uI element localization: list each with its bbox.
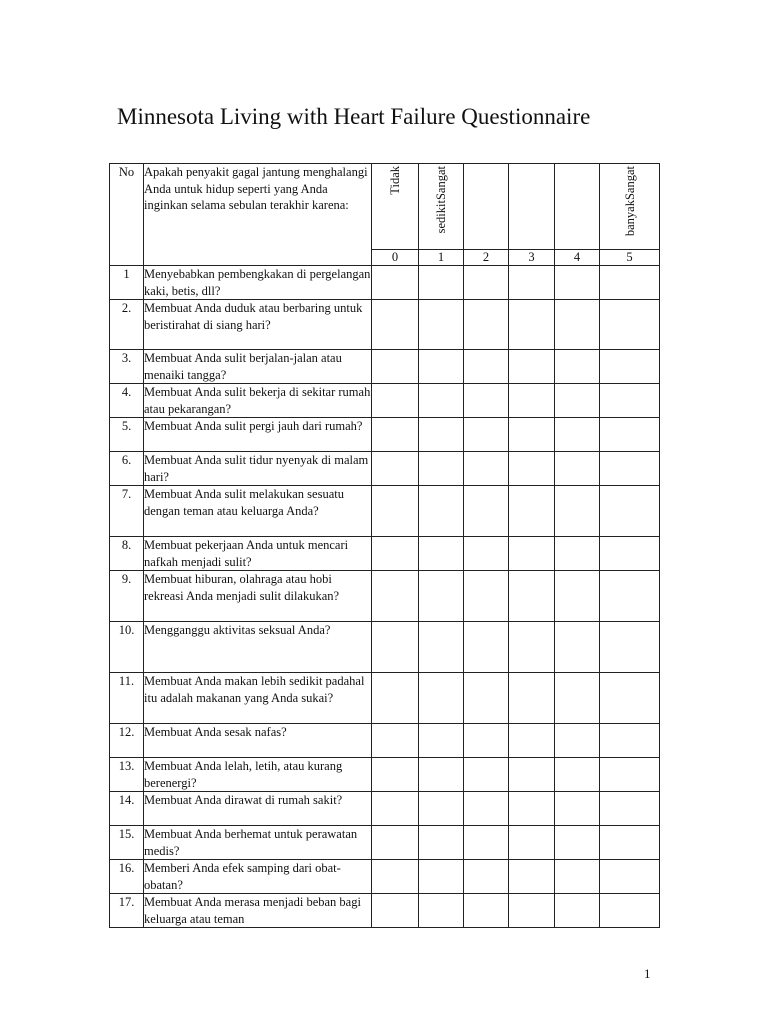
- answer-cell-5[interactable]: [600, 571, 660, 622]
- question-number: 3.: [110, 350, 144, 384]
- question-number: 14.: [110, 792, 144, 826]
- answer-cell-4[interactable]: [555, 673, 600, 724]
- answer-cell-2[interactable]: [464, 622, 509, 673]
- question-number: 12.: [110, 724, 144, 758]
- answer-cell-0[interactable]: [372, 486, 419, 537]
- answer-cell-4[interactable]: [555, 724, 600, 758]
- question-text: Membuat Anda berhemat untuk perawatan medis?: [144, 826, 372, 860]
- scale-value: 5: [600, 250, 660, 266]
- answer-cell-0[interactable]: [372, 266, 419, 300]
- answer-cell-5[interactable]: [600, 622, 660, 673]
- question-text: Membuat Anda duduk atau berbaring untuk beristirahat di siang hari?: [144, 300, 372, 350]
- answer-cell-0[interactable]: [372, 418, 419, 452]
- question-row: [110, 452, 660, 486]
- answer-cell-3[interactable]: [509, 826, 555, 860]
- answer-cell-1[interactable]: [419, 792, 464, 826]
- header-col-5: [600, 164, 660, 250]
- question-text: Membuat Anda dirawat di rumah sakit?: [144, 792, 372, 826]
- answer-cell-2[interactable]: [464, 537, 509, 571]
- answer-cell-5[interactable]: [600, 300, 660, 350]
- answer-cell-1[interactable]: [419, 826, 464, 860]
- answer-cell-4[interactable]: [555, 571, 600, 622]
- answer-cell-5[interactable]: [600, 724, 660, 758]
- header-col-label: Tidak: [387, 166, 402, 195]
- question-row: [110, 300, 660, 350]
- answer-cell-5[interactable]: [600, 350, 660, 384]
- answer-cell-1[interactable]: [419, 350, 464, 384]
- answer-cell-2[interactable]: [464, 266, 509, 300]
- answer-cell-5[interactable]: [600, 860, 660, 894]
- answer-cell-3[interactable]: [509, 758, 555, 792]
- answer-cell-0[interactable]: [372, 300, 419, 350]
- answer-cell-5[interactable]: [600, 266, 660, 300]
- answer-cell-0[interactable]: [372, 571, 419, 622]
- question-row: [110, 384, 660, 418]
- question-row: [110, 622, 660, 673]
- answer-cell-5[interactable]: [600, 894, 660, 928]
- answer-cell-0[interactable]: [372, 384, 419, 418]
- question-number: 15.: [110, 826, 144, 860]
- question-text: Membuat Anda makan lebih sedikit padahal itu adalah makanan yang Anda sukai?: [144, 673, 372, 724]
- questionnaire-table: [109, 163, 660, 928]
- answer-cell-3[interactable]: [509, 266, 555, 300]
- question-text: Menyebabkan pembengkakan di pergelangan kaki, betis, dll?: [144, 267, 371, 298]
- answer-cell-2[interactable]: [464, 300, 509, 350]
- question-text: Membuat Anda sulit bekerja di sekitar rumah atau pekarangan?: [144, 385, 371, 416]
- question-text: Mengganggu aktivitas seksual Anda?: [144, 622, 372, 673]
- answer-cell-0[interactable]: [372, 894, 419, 928]
- answer-cell-1[interactable]: [419, 758, 464, 792]
- answer-cell-1[interactable]: [419, 571, 464, 622]
- header-col-label: sedikitSangat: [433, 166, 448, 234]
- answer-cell-2[interactable]: [464, 571, 509, 622]
- question-number: 2.: [110, 300, 144, 350]
- answer-cell-3[interactable]: [509, 792, 555, 826]
- answer-cell-0[interactable]: [372, 452, 419, 486]
- answer-cell-3[interactable]: [509, 894, 555, 928]
- header-col-3: [509, 164, 555, 250]
- answer-cell-5[interactable]: [600, 673, 660, 724]
- answer-cell-4[interactable]: [555, 452, 600, 486]
- answer-cell-5[interactable]: [600, 826, 660, 860]
- answer-cell-1[interactable]: [419, 418, 464, 452]
- answer-cell-1[interactable]: [419, 266, 464, 300]
- scale-value: 4: [555, 250, 600, 266]
- answer-cell-5[interactable]: [600, 758, 660, 792]
- answer-cell-1[interactable]: [419, 486, 464, 537]
- answer-cell-1[interactable]: [419, 860, 464, 894]
- answer-cell-2[interactable]: [464, 724, 509, 758]
- question-text: Memberi Anda efek samping dari obat-obatan?: [144, 860, 372, 894]
- answer-cell-5[interactable]: [600, 537, 660, 571]
- header-col-4: [555, 164, 600, 250]
- answer-cell-4[interactable]: [555, 758, 600, 792]
- question-number: 1: [110, 266, 144, 300]
- answer-cell-4[interactable]: [555, 622, 600, 673]
- answer-cell-3[interactable]: [509, 384, 555, 418]
- answer-cell-4[interactable]: [555, 266, 600, 300]
- answer-cell-2[interactable]: [464, 452, 509, 486]
- answer-cell-0[interactable]: [372, 350, 419, 384]
- answer-cell-3[interactable]: [509, 673, 555, 724]
- scale-value: 2: [464, 250, 509, 266]
- answer-cell-2[interactable]: [464, 826, 509, 860]
- header-question: Apakah penyakit gagal jantung menghalangi Anda untuk hidup seperti yang Anda inginkan selama sebulan terakhir karena:: [144, 164, 372, 266]
- question-text: Membuat Anda sesak nafas?: [144, 724, 372, 758]
- answer-cell-3[interactable]: [509, 537, 555, 571]
- question-row: [110, 537, 660, 571]
- answer-cell-3[interactable]: [509, 300, 555, 350]
- answer-cell-1[interactable]: [419, 452, 464, 486]
- answer-cell-0[interactable]: [372, 758, 419, 792]
- answer-cell-0[interactable]: [372, 673, 419, 724]
- answer-cell-1[interactable]: [419, 384, 464, 418]
- answer-cell-5[interactable]: [600, 486, 660, 537]
- answer-cell-1[interactable]: [419, 724, 464, 758]
- answer-cell-4[interactable]: [555, 300, 600, 350]
- question-text: Membuat Anda lelah, letih, atau kurang berenergi?: [144, 758, 372, 792]
- question-row: [110, 860, 660, 894]
- answer-cell-2[interactable]: [464, 418, 509, 452]
- answer-cell-5[interactable]: [600, 452, 660, 486]
- header-col-label: banyakSangat: [622, 166, 637, 237]
- answer-cell-1[interactable]: [419, 300, 464, 350]
- answer-cell-3[interactable]: [509, 571, 555, 622]
- question-number: 10.: [110, 622, 144, 673]
- question-row: [110, 418, 660, 452]
- answer-cell-4[interactable]: [555, 418, 600, 452]
- answer-cell-2[interactable]: [464, 758, 509, 792]
- question-row: [110, 894, 660, 928]
- answer-cell-5[interactable]: [600, 792, 660, 826]
- answer-cell-5[interactable]: [600, 384, 660, 418]
- scale-value: 1: [419, 250, 464, 266]
- answer-cell-2[interactable]: [464, 350, 509, 384]
- question-row: [110, 826, 660, 860]
- question-number: 4.: [110, 384, 144, 418]
- answer-cell-0[interactable]: [372, 860, 419, 894]
- answer-cell-4[interactable]: [555, 894, 600, 928]
- answer-cell-3[interactable]: [509, 622, 555, 673]
- answer-cell-1[interactable]: [419, 894, 464, 928]
- answer-cell-0[interactable]: [372, 724, 419, 758]
- question-number: 16.: [110, 860, 144, 894]
- answer-cell-3[interactable]: [509, 350, 555, 384]
- page-number: 1: [644, 966, 651, 981]
- answer-cell-2[interactable]: [464, 894, 509, 928]
- question-row: [110, 792, 660, 826]
- question-text: Membuat Anda sulit melakukan sesuatu dengan teman atau keluarga Anda?: [144, 486, 372, 537]
- question-text: Membuat Anda sulit berjalan-jalan atau menaiki tangga?: [144, 350, 372, 384]
- question-row: [110, 266, 660, 300]
- answer-cell-3[interactable]: [509, 452, 555, 486]
- answer-cell-2[interactable]: [464, 486, 509, 537]
- answer-cell-2[interactable]: [464, 860, 509, 894]
- question-text: Membuat hiburan, olahraga atau hobi rekreasi Anda menjadi sulit dilakukan?: [144, 571, 372, 622]
- document-title: Minnesota Living with Heart Failure Questionnaire: [117, 104, 591, 129]
- question-row: [110, 758, 660, 792]
- question-row: [110, 724, 660, 758]
- answer-cell-4[interactable]: [555, 537, 600, 571]
- answer-cell-2[interactable]: [464, 792, 509, 826]
- answer-cell-4[interactable]: [555, 826, 600, 860]
- answer-cell-3[interactable]: [509, 724, 555, 758]
- question-number: 6.: [110, 452, 144, 486]
- header-col-0: [372, 164, 419, 250]
- answer-cell-5[interactable]: [600, 418, 660, 452]
- answer-cell-0[interactable]: [372, 826, 419, 860]
- answer-cell-0[interactable]: [372, 622, 419, 673]
- question-number: 7.: [110, 486, 144, 537]
- question-row: [110, 486, 660, 537]
- answer-cell-4[interactable]: [555, 486, 600, 537]
- question-number: 13.: [110, 758, 144, 792]
- question-text: Membuat Anda sulit pergi jauh dari rumah?: [144, 418, 372, 452]
- question-number: 8.: [110, 537, 144, 571]
- question-row: [110, 673, 660, 724]
- question-row: [110, 571, 660, 622]
- answer-cell-3[interactable]: [509, 860, 555, 894]
- answer-cell-4[interactable]: [555, 860, 600, 894]
- question-row: [110, 350, 660, 384]
- question-text: Membuat Anda merasa menjadi beban bagi keluarga atau teman: [144, 894, 372, 928]
- scale-value: 0: [372, 250, 419, 266]
- question-number: 17.: [110, 894, 144, 928]
- question-text: Membuat pekerjaan Anda untuk mencari nafkah menjadi sulit?: [144, 537, 372, 571]
- answer-cell-4[interactable]: [555, 350, 600, 384]
- answer-cell-2[interactable]: [464, 673, 509, 724]
- question-text: Membuat Anda sulit tidur nyenyak di malam hari?: [144, 452, 372, 486]
- answer-cell-4[interactable]: [555, 384, 600, 418]
- question-number: 5.: [110, 418, 144, 452]
- header-row: [110, 164, 660, 250]
- header-no: No: [110, 164, 144, 266]
- answer-cell-0[interactable]: [372, 537, 419, 571]
- header-col-1: [419, 164, 464, 250]
- header-col-2: [464, 164, 509, 250]
- answer-cell-1[interactable]: [419, 622, 464, 673]
- question-number: 11.: [110, 673, 144, 724]
- answer-cell-0[interactable]: [372, 792, 419, 826]
- question-number: 9.: [110, 571, 144, 622]
- answer-cell-1[interactable]: [419, 673, 464, 724]
- answer-cell-4[interactable]: [555, 792, 600, 826]
- answer-cell-1[interactable]: [419, 537, 464, 571]
- answer-cell-3[interactable]: [509, 486, 555, 537]
- answer-cell-3[interactable]: [509, 418, 555, 452]
- scale-value: 3: [509, 250, 555, 266]
- answer-cell-2[interactable]: [464, 384, 509, 418]
